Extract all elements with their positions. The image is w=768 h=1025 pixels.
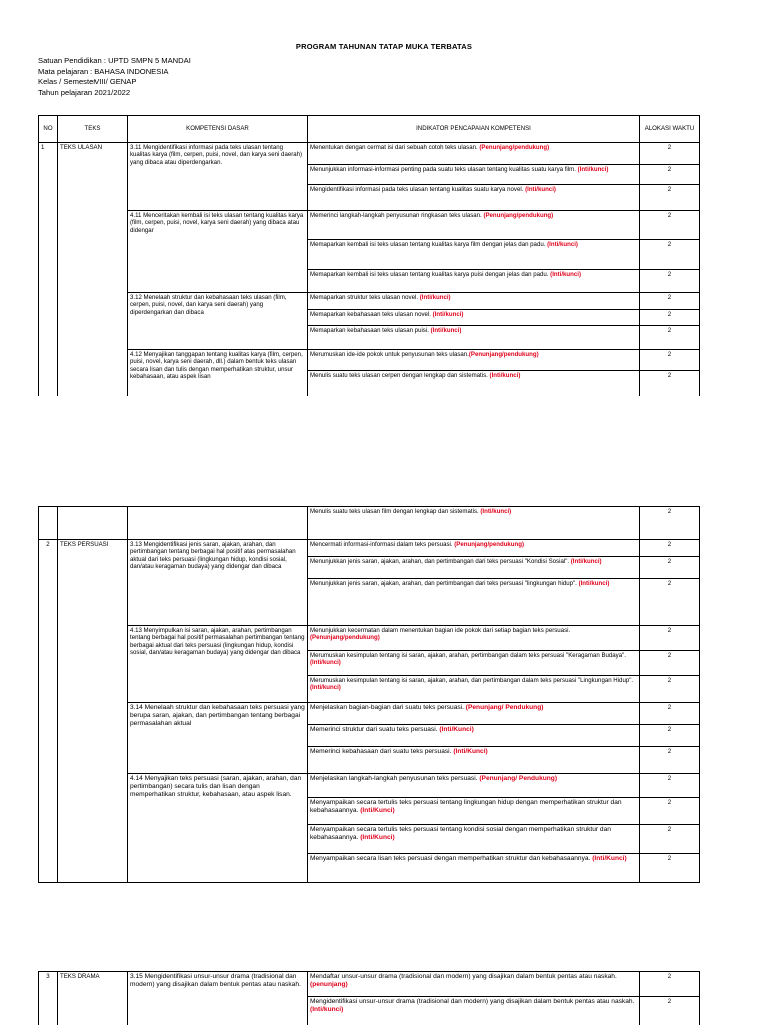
alokasi-cell: 2 <box>640 626 700 651</box>
indikator-cell: Mencermati informasi-informasi dalam teks persuasi. (Penunjang/pendukung) <box>308 540 640 557</box>
alokasi-cell: 2 <box>640 240 700 270</box>
header-alokasi: ALOKASI WAKTU <box>640 116 700 143</box>
table-row <box>39 626 700 651</box>
indikator-cell: Menunjukkan jenis saran, ajakan, arahan, dan pertimbangan dari teks persuasi "Kondisi Sosial". (Inti/kunci) <box>308 557 640 579</box>
row-no: 1 <box>39 143 58 396</box>
row-teks: TEKS DRAMA <box>58 972 128 1025</box>
alokasi-cell: 2 <box>640 143 700 165</box>
table-block-3 <box>38 971 699 1025</box>
alokasi-cell: 2 <box>640 825 700 854</box>
table-row <box>39 293 700 310</box>
indikator-cell: Menunjukkan informasi-informasi penting pada suatu teks ulasan tentang kualitas suatu karya film. (Inti/kunci) <box>308 165 640 185</box>
table-header-row <box>39 116 700 143</box>
indikator-cell: Memaparkan struktur teks ulasan novel. (Inti/kunci) <box>308 293 640 310</box>
header-no: NO <box>39 116 58 143</box>
meta-mapel: Mata pelajaran : BAHASA INDONESIA <box>38 66 169 76</box>
table-row <box>39 143 700 165</box>
program-table-part-1 <box>38 115 700 396</box>
alokasi-cell: 2 <box>640 326 700 350</box>
table-row <box>39 972 700 997</box>
indikator-cell: Mengidentifikasi informasi pada teks ulasan tentang kualitas suatu karya novel. (Inti/kunci) <box>308 185 640 211</box>
kd-cell: 3.12 Menelaah struktur dan kebahasaan teks ulasan (film, cerpen, puisi, novel, dan karya seni daerah) yang diperdengarkan dan dibaca <box>128 293 308 350</box>
alokasi-cell: 2 <box>640 997 700 1025</box>
indikator-cell: Memaparkan kembali isi teks ulasan tentang kualitas karya puisi dengan jelas dan padu. (Inti/kunci) <box>308 270 640 293</box>
kd-cell: 3.11 Mengidentifikasi informasi pada teks ulasan tentang kualitas karya (film, cerpen, puisi, novel, dan karya seni daerah) yang dibaca atau diperdengarkan. <box>128 143 308 211</box>
indikator-cell: Mengidentifikasi unsur-unsur drama (tradisional dan modern) yang disajikan dalam bentuk pentas atau naskah. (Inti/kunci) <box>308 997 640 1025</box>
indikator-cell: Mendaftar unsur-unsur drama (tradisional dan modern) yang disajikan dalam bentuk pentas atau naskah.(penunjang) <box>308 972 640 997</box>
page-title: PROGRAM TAHUNAN TATAP MUKA TERBATAS <box>295 42 473 51</box>
row-teks: TEKS ULASAN <box>58 143 128 396</box>
alokasi-cell: 2 <box>640 310 700 326</box>
indikator-cell: Menjelaskan langkah-langkah penyusunan teks persuasi. (Penunjang/ Pendukung) <box>308 774 640 798</box>
indikator-cell: Memerinci langkah-langkah penyusunan ringkasan teks ulasan. (Penunjang/pendukung) <box>308 211 640 240</box>
alokasi-cell: 2 <box>640 540 700 557</box>
table-row <box>39 540 700 557</box>
row-teks-continued <box>58 507 128 540</box>
indikator-cell: Menyampaikan secara tertulis teks persuasi tentang kondisi sosial dengan memperhatikan struktur dan kebahasaannya. (Inti/Kunci) <box>308 825 640 854</box>
kd-cell: 3.14 Menelaah struktur dan kebahasaan teks persuasi yang berupa saran, ajakan, dan pertimbangan tentang berbagai permasalahan aktual <box>128 703 308 774</box>
alokasi-cell: 2 <box>640 507 700 540</box>
row-no: 3 <box>39 972 58 1025</box>
indikator-cell: Menulis suatu teks ulasan cerpen dengan lengkap dan sistematis. (Inti/kunci) <box>308 371 640 395</box>
indikator-cell: Merumuskan kesimpulan tentang isi saran, ajakan, arahan, dan pertimbangan dalam teks persuasi "Lingkungan Hidup". (Inti/kunci) <box>308 676 640 703</box>
meta-kelas: Kelas / Semester: VIII/ GENAP <box>38 77 137 86</box>
alokasi-cell: 2 <box>640 371 700 395</box>
meta-satuan: Satuan Pendidikan : UPTD SMPN 5 MANDAI <box>38 56 191 65</box>
meta-tahun: Tahun pelajaran: 2021/2022 <box>38 87 131 97</box>
alokasi-cell: 2 <box>640 165 700 185</box>
indikator-cell: Menjelaskan bagian-bagian dari suatu teks persuasi. (Penunjang/ Pendukung) <box>308 703 640 725</box>
kd-cell: 3.13 Mengidentifikasi jenis saran, ajakan, arahan, dan pertimbangan tentang berbagai hal positif atas permasalahan aktual dari teks persuasi (lingkungan hidup, kondisi sosial, dan/atau keragaman budaya) yang didengar dan dibaca <box>128 540 308 626</box>
indikator-cell: Memaparkan kebahasaan teks ulasan puisi. (Inti/kunci) <box>308 326 640 350</box>
program-table-part-2 <box>38 506 700 883</box>
alokasi-cell: 2 <box>640 774 700 798</box>
indikator-cell: Merumuskan kesimpulan tentang isi saran, ajakan, arahan, pertimbangan dalam teks persuasi "Keragaman Budaya". (Inti/kunci) <box>308 651 640 676</box>
table-row <box>39 350 700 371</box>
kd-cell: 4.12 Menyajikan tanggapan tentang kualitas karya (film, cerpen, puisi, novel, karya seni daerah, dll.) dalam bentuk teks ulasan secara lisan dan tulis dengan memperhatikan struktur, unsur kebahasaan, atau aspek lisan <box>128 350 308 396</box>
alokasi-cell: 2 <box>640 185 700 211</box>
header-teks: TEKS <box>58 116 128 143</box>
alokasi-cell: 2 <box>640 725 700 747</box>
row-no: 2 <box>39 540 58 883</box>
alokasi-cell: 2 <box>640 579 700 626</box>
alokasi-cell: 2 <box>640 703 700 725</box>
table-row <box>39 507 700 540</box>
indikator-cell: Memerinci kebahasaan dari suatu teks persuasi. (Inti/Kunci) <box>308 747 640 774</box>
indikator-cell: Menunjukkan kecermatan dalam menentukan bagian ide pokok dari setiap bagian teks persuasi. (Penunjang/pendukung) <box>308 626 640 651</box>
row-teks: TEKS PERSUASI <box>58 540 128 883</box>
indikator-cell: Menyampaikan secara tertulis teks persuasi tentang lingkungan hidup dengan memperhatikan struktur dan kebahasaannya. (Inti/Kunci) <box>308 798 640 825</box>
alokasi-cell: 2 <box>640 676 700 703</box>
table-row <box>39 774 700 798</box>
indikator-cell: Menentukan dengan cermat isi dari sebuah cotoh teks ulasan. (Penunjang/pendukung) <box>308 143 640 165</box>
alokasi-cell: 2 <box>640 798 700 825</box>
header-kd: KOMPETENSI DASAR <box>128 116 308 143</box>
table-row <box>39 211 700 240</box>
program-table-part-3 <box>38 971 700 1025</box>
indikator-cell: Menulis suatu teks ulasan film dengan lengkap dan sistematis. (Inti/kunci) <box>308 507 640 540</box>
alokasi-cell: 2 <box>640 972 700 997</box>
alokasi-cell: 2 <box>640 270 700 293</box>
table-row <box>39 703 700 725</box>
kd-cell: 3.15 Mengidentifikasi unsur-unsur drama (tradisional dan modern) yang disajikan dalam bentuk pentas atau naskah. <box>128 972 308 1025</box>
kd-cell: 4.13 Menyimpulkan isi saran, ajakan, arahan, pertimbangan tentang berbagai hal positif permasalahan pertimbangan tentang berbagai aktual dari teks persuasi (lingkungan hidup, kondisi sosial, dan/atau keragaman budaya) yang didengar dan dibaca <box>128 626 308 703</box>
indikator-cell: Memaparkan kembali isi teks ulasan tentang kualitas karya film dengan jelas dan padu. (Inti/kunci) <box>308 240 640 270</box>
indikator-cell: Memaparkan kebahasaan teks ulasan novel. (Inti/kunci) <box>308 310 640 326</box>
indikator-cell: Menyampaikan secara lisan teks persuasi dengan memperhatikan struktur dan kebahasaannya. (Inti/Kunci) <box>308 854 640 883</box>
alokasi-cell: 2 <box>640 293 700 310</box>
indikator-cell: Merumuskan ide-ide pokok untuk penyusunan teks ulasan.(Penunjang/pendukung) <box>308 350 640 371</box>
kd-cell-continued <box>128 507 308 540</box>
indikator-cell: Memerinci struktur dari suatu teks persuasi. (Inti/Kunci) <box>308 725 640 747</box>
table-block-1 <box>38 115 699 396</box>
alokasi-cell: 2 <box>640 651 700 676</box>
kd-cell: 4.14 Menyajikan teks persuasi (saran, ajakan, arahan, dan pertimbangan) secara tulis dan lisan dengan memperhatikan struktur, kebahasaan, atau aspek lisan. <box>128 774 308 883</box>
row-no-continued <box>39 507 58 540</box>
kd-cell: 4.11 Menceritakan kembali isi teks ulasan tentang kualitas karya (film, cerpen, puisi, novel, karya seni daerah) yang dibaca atau didengar <box>128 211 308 293</box>
indikator-cell: Menunjukkan jenis saran, ajakan, arahan, dan pertimbangan dari teks persuasi "lingkungan hidup". (Inti/kunci) <box>308 579 640 626</box>
alokasi-cell: 2 <box>640 350 700 371</box>
document-meta <box>38 56 191 98</box>
alokasi-cell: 2 <box>640 211 700 240</box>
alokasi-cell: 2 <box>640 854 700 883</box>
alokasi-cell: 2 <box>640 557 700 579</box>
header-indikator: INDIKATOR PENCAPAIAN KOMPETENSI <box>308 116 640 143</box>
table-block-2 <box>38 506 699 883</box>
alokasi-cell: 2 <box>640 747 700 774</box>
